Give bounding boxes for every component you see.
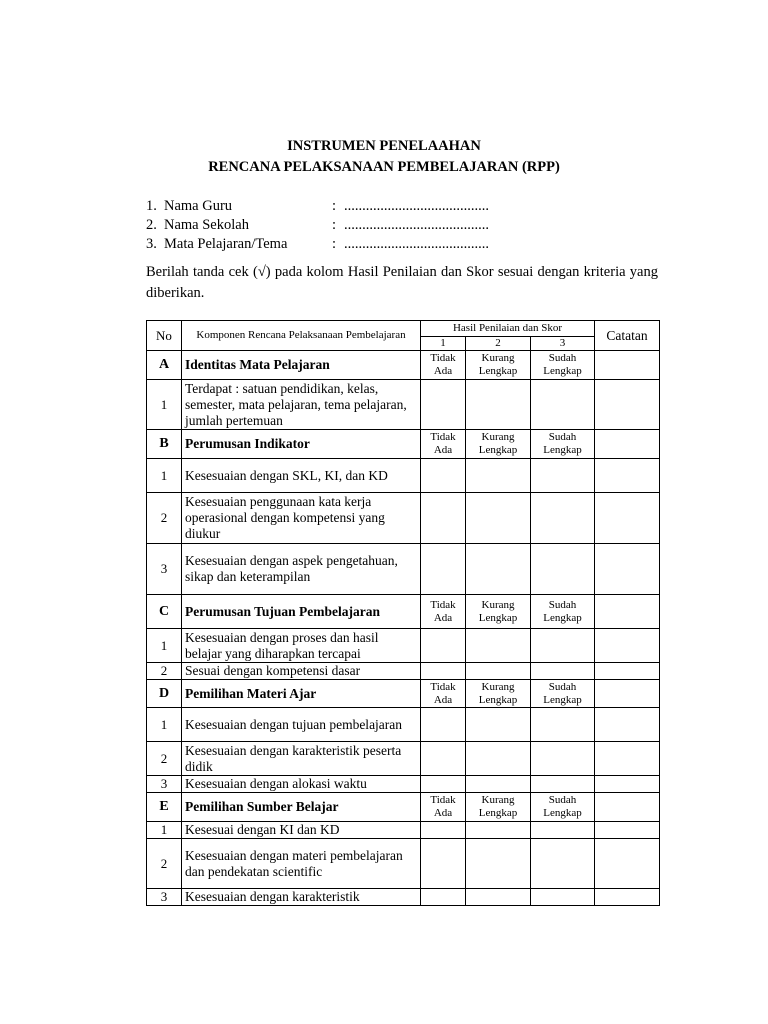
option-tidak-ada <box>421 793 466 822</box>
info-separator: : <box>332 198 337 214</box>
option-text: Sudah <box>548 598 577 611</box>
option-text: Sudah <box>548 352 577 364</box>
notes-cell[interactable] <box>595 708 660 742</box>
notes-cell[interactable] <box>595 742 660 776</box>
option-kurang-lengkap <box>466 595 531 629</box>
option-text: Lengkap <box>543 444 582 456</box>
score-cell-2[interactable] <box>466 708 531 742</box>
score-cell-1[interactable] <box>421 822 466 839</box>
table-row <box>147 839 660 889</box>
section-letter: E <box>147 793 182 822</box>
info-label: Nama Guru <box>164 198 233 214</box>
notes-cell[interactable] <box>595 595 660 629</box>
score-cell-3[interactable] <box>531 822 595 839</box>
option-text: Kurang <box>481 598 515 611</box>
item-text: Kesesuai dengan KI dan KD <box>182 822 421 839</box>
score-cell-2[interactable] <box>466 493 531 544</box>
info-row-nama-guru <box>146 196 489 216</box>
info-value-blank: ........................................ <box>344 217 489 233</box>
notes-cell[interactable] <box>595 459 660 493</box>
option-tidak-ada <box>421 595 466 629</box>
instruction-text: Berilah tanda cek (√) pada kolom Hasil Penilaian dan Skor sesuai dengan kriteria yang diberikan. <box>146 264 658 301</box>
option-kurang-lengkap <box>466 430 531 459</box>
option-text: Sudah <box>548 431 577 443</box>
table-row <box>147 742 660 776</box>
header-score-3: 3 <box>531 337 595 351</box>
option-text: Lengkap <box>543 611 582 624</box>
score-cell-2[interactable] <box>466 629 531 663</box>
option-text: Tidak <box>430 352 456 364</box>
table-row <box>147 544 660 595</box>
option-text: Lengkap <box>543 693 582 706</box>
table-row <box>147 776 660 793</box>
document-title-line2: RENCANA PELAKSANAAN PEMBELAJARAN (RPP) <box>208 159 560 175</box>
score-cell-1[interactable] <box>421 708 466 742</box>
item-text: Kesesuaian dengan alokasi waktu <box>182 776 421 793</box>
score-cell-2[interactable] <box>466 663 531 680</box>
header-no: No <box>147 321 182 351</box>
table-row <box>147 708 660 742</box>
section-letter: D <box>147 680 182 708</box>
score-cell-3[interactable] <box>531 629 595 663</box>
score-cell-2[interactable] <box>466 544 531 595</box>
item-number: 1 <box>147 822 182 839</box>
score-cell-1[interactable] <box>421 839 466 889</box>
table-row <box>147 889 660 906</box>
option-sudah-lengkap <box>531 430 595 459</box>
notes-cell[interactable] <box>595 493 660 544</box>
score-cell-2[interactable] <box>466 742 531 776</box>
notes-cell[interactable] <box>595 430 660 459</box>
item-text: Kesesuaian dengan tujuan pembelajaran <box>182 708 421 742</box>
item-number: 2 <box>147 663 182 680</box>
option-text: Kurang <box>481 680 515 693</box>
header-component: Komponen Rencana Pelaksanaan Pembelajaran <box>182 321 421 351</box>
score-cell-1[interactable] <box>421 776 466 793</box>
section-title: Perumusan Indikator <box>182 430 421 459</box>
score-cell-2[interactable] <box>466 839 531 889</box>
info-number: 2. <box>146 217 157 233</box>
info-number: 1. <box>146 198 157 214</box>
item-number: 2 <box>147 742 182 776</box>
option-text: Sudah <box>548 680 577 693</box>
option-text: Kurang <box>481 431 515 443</box>
item-number: 1 <box>147 459 182 493</box>
option-text: Sudah <box>548 794 577 806</box>
option-text: Lengkap <box>478 611 518 624</box>
option-sudah-lengkap <box>531 595 595 629</box>
score-cell-1[interactable] <box>421 629 466 663</box>
score-cell-2[interactable] <box>466 459 531 493</box>
info-row-nama-sekolah <box>146 215 489 235</box>
option-text: Lengkap <box>478 807 518 819</box>
score-cell-3[interactable] <box>531 459 595 493</box>
notes-cell[interactable] <box>595 776 660 793</box>
score-cell-1[interactable] <box>421 380 466 430</box>
section-title: Pemilihan Sumber Belajar <box>182 793 421 822</box>
table-row <box>147 493 660 544</box>
info-row-mata-pelajaran <box>146 234 489 254</box>
section-row-d <box>147 680 660 708</box>
table-row <box>147 380 660 430</box>
option-kurang-lengkap <box>466 793 531 822</box>
notes-cell[interactable] <box>595 544 660 595</box>
notes-cell[interactable] <box>595 380 660 430</box>
score-cell-2[interactable] <box>466 380 531 430</box>
section-title: Identitas Mata Pelajaran <box>182 351 421 380</box>
score-cell-3[interactable] <box>531 742 595 776</box>
section-title: Perumusan Tujuan Pembelajaran <box>182 595 421 629</box>
option-text: Ada <box>433 693 453 706</box>
table-row <box>147 629 660 663</box>
option-sudah-lengkap <box>531 793 595 822</box>
option-kurang-lengkap <box>466 680 531 708</box>
section-title: Pemilihan Materi Ajar <box>182 680 421 708</box>
info-number: 3. <box>146 236 157 252</box>
document-title-line1: INSTRUMEN PENELAAHAN <box>287 138 481 154</box>
score-cell-1[interactable] <box>421 493 466 544</box>
score-cell-1[interactable] <box>421 663 466 680</box>
option-sudah-lengkap <box>531 680 595 708</box>
option-text: Lengkap <box>478 365 518 377</box>
option-text: Ada <box>433 365 453 377</box>
score-cell-3[interactable] <box>531 544 595 595</box>
table-row <box>147 822 660 839</box>
info-separator: : <box>332 217 337 233</box>
item-text: Sesuai dengan kompetensi dasar <box>182 663 421 680</box>
item-number: 3 <box>147 776 182 793</box>
section-letter: A <box>147 351 182 380</box>
item-number: 1 <box>147 629 182 663</box>
option-text: Lengkap <box>543 365 582 377</box>
option-text: Kurang <box>481 794 515 806</box>
item-text: Kesesuaian dengan materi pembelajaran dan pendekatan scientific <box>182 839 421 889</box>
score-cell-3[interactable] <box>531 839 595 889</box>
section-row-b <box>147 430 660 459</box>
option-sudah-lengkap <box>531 351 595 380</box>
score-cell-3[interactable] <box>531 708 595 742</box>
info-separator: : <box>332 236 337 252</box>
item-text: Kesesuaian penggunaan kata kerja operasional dengan kompetensi yang diukur <box>182 493 421 544</box>
item-number: 2 <box>147 839 182 889</box>
score-cell-1[interactable] <box>421 742 466 776</box>
item-text: Kesesuaian dengan SKL, KI, dan KD <box>182 459 421 493</box>
info-label: Nama Sekolah <box>164 217 249 233</box>
score-cell-1[interactable] <box>421 459 466 493</box>
section-letter: B <box>147 430 182 459</box>
item-text: Kesesuaian dengan karakteristik <box>182 889 421 906</box>
section-row-e <box>147 793 660 822</box>
option-text: Tidak <box>430 598 456 611</box>
section-row-c <box>147 595 660 629</box>
notes-cell[interactable] <box>595 663 660 680</box>
section-row-a <box>147 351 660 380</box>
option-text: Tidak <box>430 794 456 806</box>
item-text: Kesesuaian dengan aspek pengetahuan, sikap dan keterampilan <box>182 544 421 595</box>
option-tidak-ada <box>421 351 466 380</box>
option-text: Kurang <box>481 352 515 364</box>
option-tidak-ada <box>421 680 466 708</box>
item-number: 2 <box>147 493 182 544</box>
option-tidak-ada <box>421 430 466 459</box>
item-number: 3 <box>147 889 182 906</box>
score-cell-3[interactable] <box>531 493 595 544</box>
option-text: Lengkap <box>478 444 518 456</box>
option-text: Ada <box>433 611 453 624</box>
item-text: Kesesuaian dengan karakteristik peserta didik <box>182 742 421 776</box>
item-number: 1 <box>147 708 182 742</box>
notes-cell[interactable] <box>595 793 660 822</box>
table-row <box>147 459 660 493</box>
notes-cell[interactable] <box>595 839 660 889</box>
item-number: 1 <box>147 380 182 430</box>
option-text: Ada <box>433 444 453 456</box>
notes-cell[interactable] <box>595 889 660 906</box>
score-cell-1[interactable] <box>421 544 466 595</box>
info-label: Mata Pelajaran/Tema <box>164 236 288 252</box>
notes-cell[interactable] <box>595 351 660 380</box>
score-cell-2[interactable] <box>466 822 531 839</box>
notes-cell[interactable] <box>595 680 660 708</box>
info-value-blank: ........................................ <box>344 198 489 214</box>
section-letter: C <box>147 595 182 629</box>
score-cell-3[interactable] <box>531 380 595 430</box>
item-text: Kesesuaian dengan proses dan hasil belajar yang diharapkan tercapai <box>182 629 421 663</box>
notes-cell[interactable] <box>595 629 660 663</box>
info-value-blank: ........................................ <box>344 236 489 252</box>
score-cell-3[interactable] <box>531 663 595 680</box>
assessment-table <box>146 320 660 906</box>
option-text: Tidak <box>430 680 456 693</box>
option-text: Tidak <box>430 431 456 443</box>
score-cell-2[interactable] <box>466 889 531 906</box>
score-cell-3[interactable] <box>531 776 595 793</box>
score-cell-1[interactable] <box>421 889 466 906</box>
score-cell-3[interactable] <box>531 889 595 906</box>
header-score-2: 2 <box>466 337 531 351</box>
header-notes: Catatan <box>595 321 660 351</box>
notes-cell[interactable] <box>595 822 660 839</box>
score-cell-2[interactable] <box>466 776 531 793</box>
item-text: Terdapat : satuan pendidikan, kelas, semester, mata pelajaran, tema pelajaran, jumlah pertemuan <box>182 380 421 430</box>
header-score-1: 1 <box>421 337 466 351</box>
item-number: 3 <box>147 544 182 595</box>
option-text: Lengkap <box>478 693 518 706</box>
option-text: Lengkap <box>543 807 582 819</box>
option-text: Ada <box>433 807 453 819</box>
option-kurang-lengkap <box>466 351 531 380</box>
table-row <box>147 663 660 680</box>
header-result: Hasil Penilaian dan Skor <box>421 321 595 337</box>
